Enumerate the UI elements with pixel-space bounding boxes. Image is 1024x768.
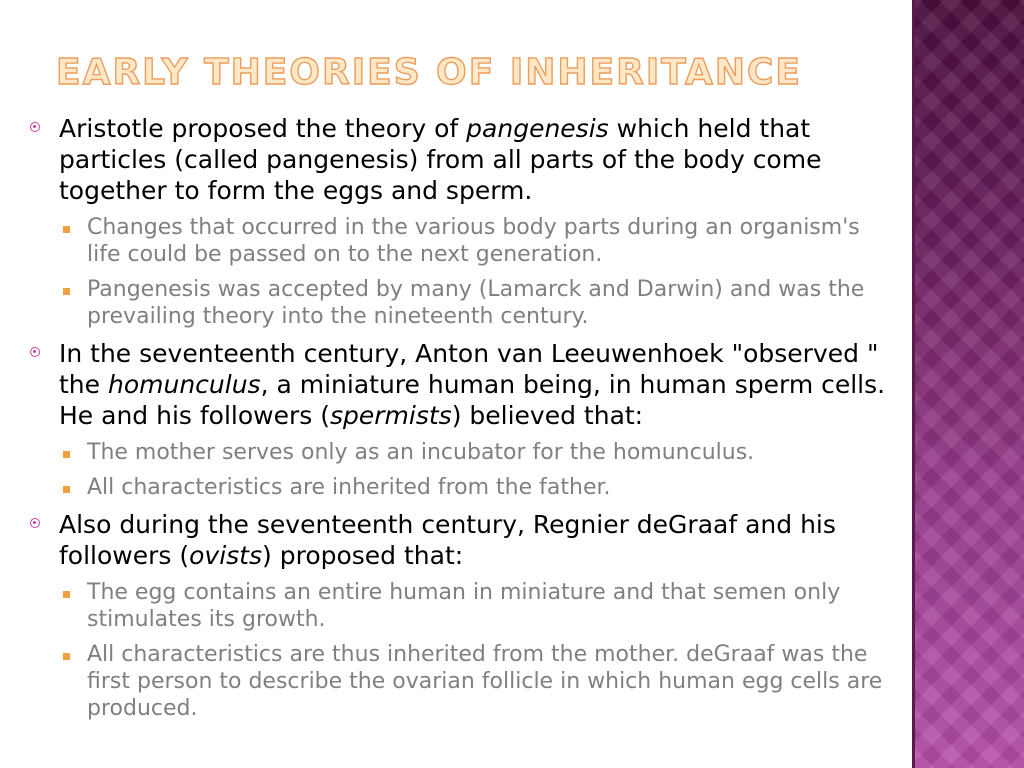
sub-bullet <box>30 579 900 633</box>
circle-bullet-icon <box>30 122 40 132</box>
sub-bullet-text: All characteristics are inherited from the father. <box>87 475 611 500</box>
bullet-list <box>30 113 900 730</box>
sub-bullet-text: Pangenesis was accepted by many (Lamarck and Darwin) and was the prevailing theory into the nineteenth century. <box>87 277 865 329</box>
square-bullet-icon <box>63 226 70 233</box>
square-bullet-icon <box>63 288 70 295</box>
sub-bullet <box>30 641 900 722</box>
bullet-text: Also during the seventeenth century, Regnier deGraaf and his followers ( <box>59 510 836 570</box>
bullet-text: ) believed that: <box>451 401 644 430</box>
decorative-side-panel <box>912 0 1024 768</box>
bullet-aristotle <box>30 113 900 206</box>
italic-term: pangenesis <box>466 114 609 143</box>
sub-bullet <box>30 276 900 330</box>
sub-bullet-text: All characteristics are thus inherited from the mother. deGraaf was the first person to describe the ovarian follicle in which human egg cells are produced. <box>87 642 883 721</box>
sub-bullet <box>30 214 900 268</box>
circle-bullet-icon <box>30 347 40 357</box>
italic-term: spermists <box>329 401 452 430</box>
square-bullet-icon <box>63 653 70 660</box>
square-bullet-icon <box>63 486 70 493</box>
bullet-text: In the seventeenth century, Anton van Leeuwenhoek "observed " the <box>59 339 879 399</box>
bullet-text: which held that particles (called pangenesis) from all parts of the body come together to form the eggs and sperm. <box>59 114 822 205</box>
italic-term: ovists <box>189 541 263 570</box>
sub-bullet <box>30 439 900 466</box>
sub-bullet-text: Changes that occurred in the various body parts during an organism's life could be passed on to the next generation. <box>87 215 860 267</box>
bullet-text: Aristotle proposed the theory of <box>59 114 467 143</box>
square-bullet-icon <box>63 451 70 458</box>
slide-title: EARLY THEORIES OF INHERITANCE <box>56 52 803 93</box>
bullet-text: , a miniature human being, in human sperm cells. He and his followers ( <box>59 370 886 430</box>
bullet-degraaf <box>30 509 900 571</box>
bullet-leeuwenhoek <box>30 338 900 431</box>
sub-bullet-text: The mother serves only as an incubator for the homunculus. <box>87 440 755 465</box>
sub-bullet <box>30 474 900 501</box>
bullet-text: ) proposed that: <box>262 541 464 570</box>
italic-term: homunculus <box>107 370 261 399</box>
circle-bullet-icon <box>30 518 40 528</box>
square-bullet-icon <box>63 591 70 598</box>
sub-bullet-text: The egg contains an entire human in miniature and that semen only stimulates its growth. <box>87 580 841 632</box>
